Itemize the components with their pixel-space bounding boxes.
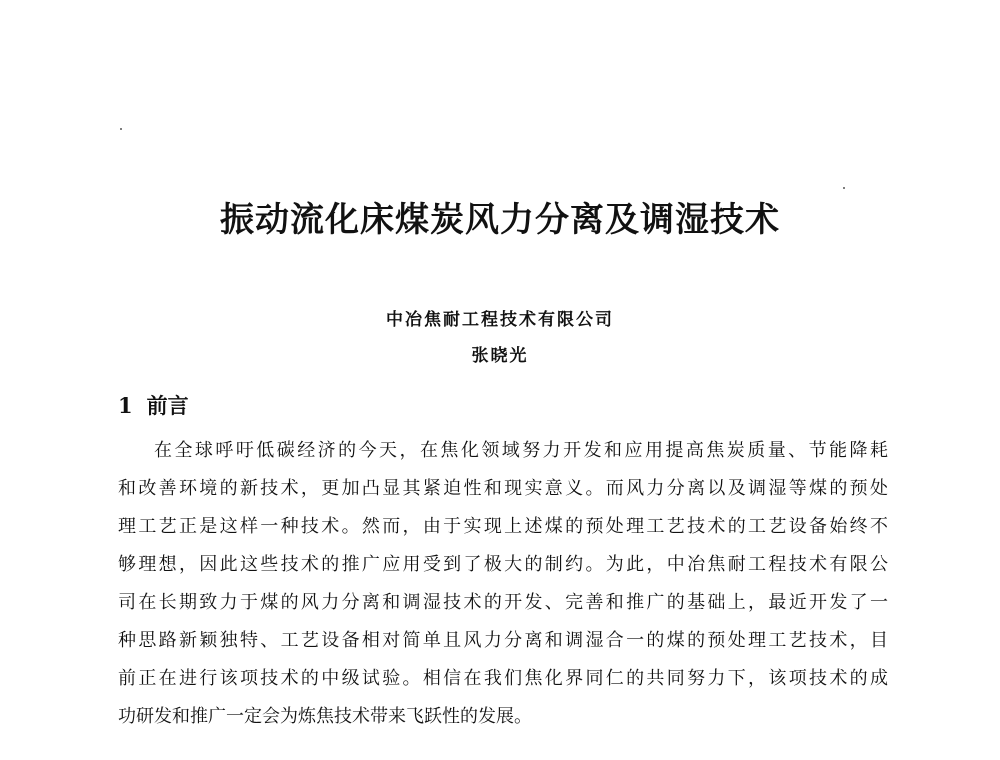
paragraph-line: 理工艺正是这样一种技术。然而，由于实现上述煤的预处理工艺技术的工艺设备始终不 (118, 516, 888, 537)
paragraph-line: 功研发和推广一定会为炼焦技术带来飞跃性的发展。 (118, 706, 532, 727)
paragraph-line: 前正在进行该项技术的中级试验。相信在我们焦化界同仁的共同努力下，该项技术的成 (118, 668, 888, 689)
scan-speck-mark (843, 187, 845, 189)
section-number: 1 (118, 393, 133, 418)
paragraph-line: 种思路新颖独特、工艺设备相对简单且风力分离和调湿合一的煤的预处理工艺技术，目 (118, 630, 888, 651)
paragraph-line: 够理想，因此这些技术的推广应用受到了极大的制约。为此，中冶焦耐工程技术有限公 (118, 554, 888, 575)
author-name: 张晓光 (471, 346, 529, 366)
scan-speck-mark (120, 128, 122, 130)
paragraph-line: 和改善环境的新技术，更加凸显其紧迫性和现实意义。而风力分离以及调湿等煤的预处 (118, 478, 888, 499)
body-paragraph (118, 432, 888, 736)
paragraph-line: 司在长期致力于煤的风力分离和调湿技术的开发、完善和推广的基础上，最近开发了一 (118, 592, 888, 613)
section-heading-text: 前言 (146, 393, 189, 418)
section-heading (118, 388, 189, 424)
author-affiliation: 中冶焦耐工程技术有限公司 (386, 310, 614, 330)
paper-title: 振动流化床煤炭风力分离及调湿技术 (220, 200, 780, 240)
paragraph-line: 在全球呼吁低碳经济的今天，在焦化领域努力开发和应用提高焦炭质量、节能降耗 (154, 440, 888, 461)
